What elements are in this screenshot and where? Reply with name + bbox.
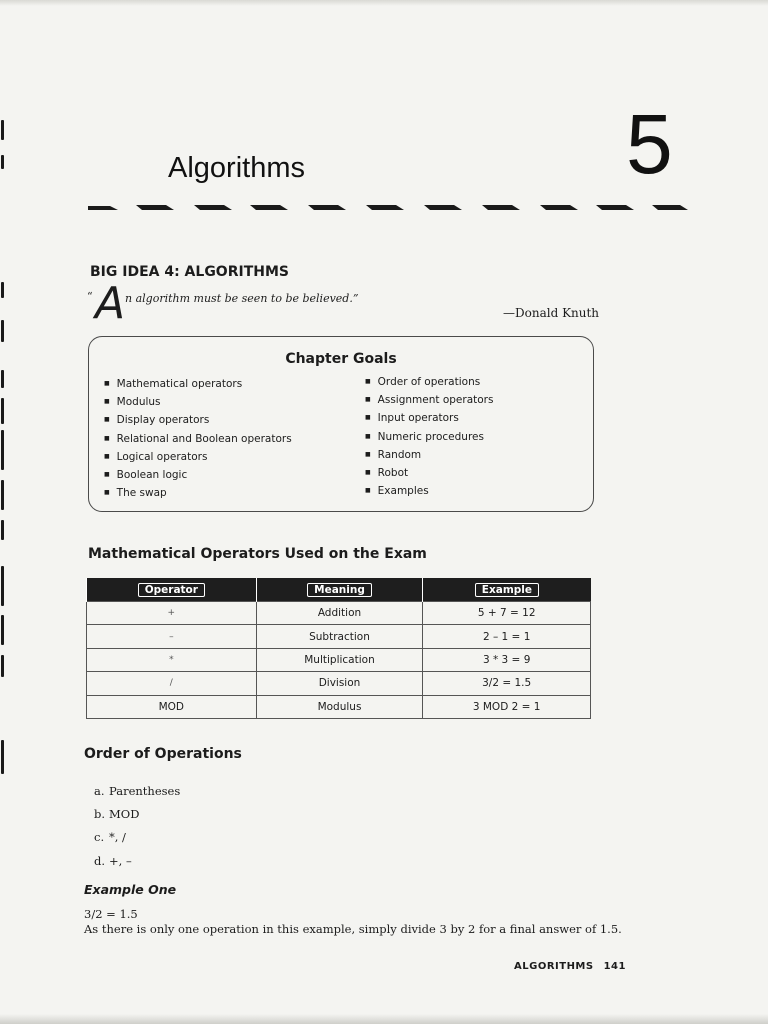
quote-attribution: —Donald Knuth [503,306,600,320]
chapter-goals-left-list [104,375,292,502]
operator-cell: – [87,625,257,648]
goal-item: ■ Robot [365,464,493,482]
meaning-cell: Addition [256,602,423,625]
goal-item: ■ Random [365,446,493,464]
list-item: c. *, / [94,830,126,845]
goal-item: ■ Order of operations [365,373,493,391]
meaning-cell: Subtraction [256,625,423,648]
example-text: As there is only one operation in this example, simply divide 3 by 2 for a final answer of 1.5. [84,922,622,936]
goal-item: ■ Examples [365,482,493,500]
quote-open-mark: “ [87,290,93,303]
order-section-title: Order of Operations [84,746,242,762]
operator-cell: * [87,648,257,671]
example-heading: Example One [84,882,177,897]
operator-cell: + [87,602,257,625]
table-header-row [87,578,591,602]
order-list [94,780,180,873]
binding-edge [0,0,10,1024]
goal-item: ■ Assignment operators [365,391,493,409]
table-header-cell: Operator [87,578,257,602]
example-equation: 3/2 = 1.5 [84,907,138,921]
goal-item: ■ Display operators [104,411,292,429]
example-cell: 5 + 7 = 12 [423,602,591,625]
quote-dropcap: A [95,278,126,329]
operators-section-title: Mathematical Operators Used on the Exam [88,546,427,562]
example-cell: 2 – 1 = 1 [423,625,591,648]
page-bottom-edge [0,1014,768,1024]
chapter-goals-title: Chapter Goals [285,351,397,367]
goal-item: ■ Mathematical operators [104,375,292,393]
meaning-cell: Division [256,672,423,695]
goal-item: ■ Modulus [104,393,292,411]
table-row [87,672,591,695]
chapter-title: Algorithms [168,152,305,184]
meaning-cell: Modulus [256,695,423,718]
table-row [87,602,591,625]
table-row [87,695,591,718]
goal-item: ■ Boolean logic [104,466,292,484]
chapter-goals-right-list [365,373,493,500]
operators-table [86,578,591,719]
page-footer [514,961,626,972]
footer-section: ALGORITHMS [514,961,594,972]
page-top-edge [0,0,768,6]
page-number: 141 [603,961,626,972]
list-item: b. MOD [94,807,140,822]
dashed-rule [88,202,692,212]
list-item: a. Parentheses [94,784,181,798]
quote-text: n algorithm must be seen to be believed.” [125,292,359,305]
chapter-number: 5 [626,97,673,191]
list-item: d. +, – [94,853,132,868]
goal-item: ■ Input operators [365,409,493,427]
example-cell: 3/2 = 1.5 [423,672,591,695]
big-idea-heading: BIG IDEA 4: ALGORITHMS [90,264,289,280]
example-cell: 3 MOD 2 = 1 [423,695,591,718]
table-header-cell: Example [423,578,591,602]
operator-cell: MOD [87,695,257,718]
chapter-goals-box [88,336,594,512]
table-header-cell: Meaning [256,578,423,602]
goal-item: ■ Relational and Boolean operators [104,430,292,448]
goal-item: ■ The swap [104,484,292,502]
table-row [87,625,591,648]
goal-item: ■ Logical operators [104,448,292,466]
meaning-cell: Multiplication [256,648,423,671]
table-row [87,648,591,671]
operator-cell: / [87,672,257,695]
goal-item: ■ Numeric procedures [365,428,493,446]
example-cell: 3 * 3 = 9 [423,648,591,671]
